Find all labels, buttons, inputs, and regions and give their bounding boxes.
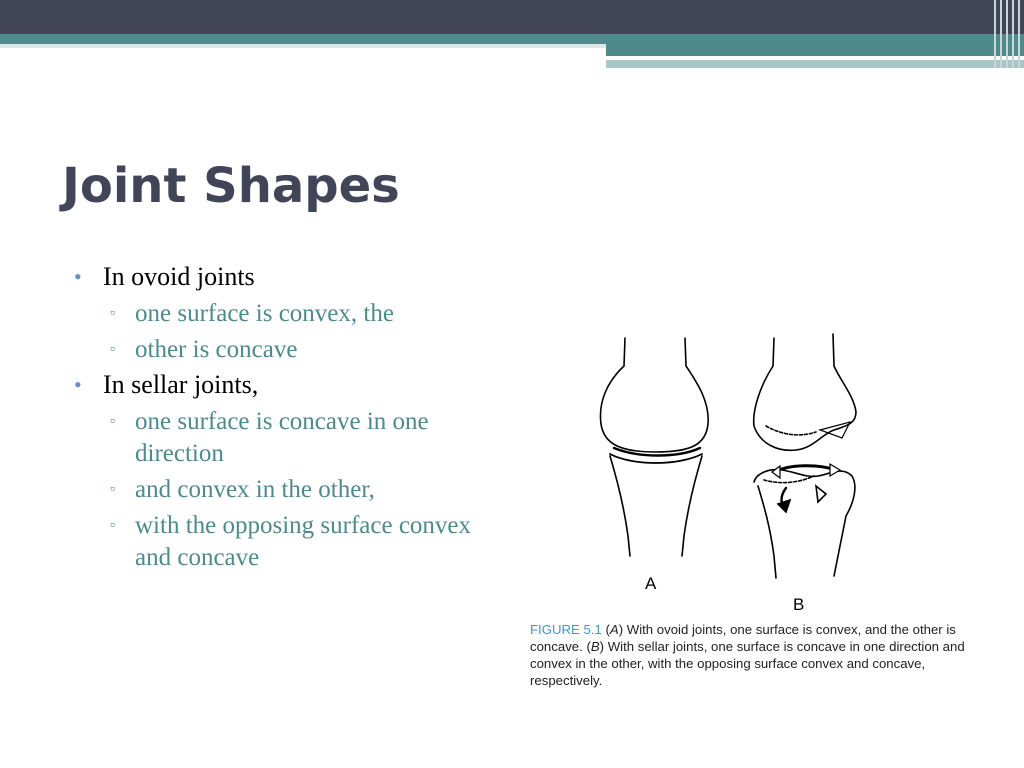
caption-open-paren: (	[605, 622, 610, 637]
square-bullet-icon: ▫	[110, 342, 115, 357]
header-accent-right-gap	[606, 57, 948, 59]
figure-number: FIGURE 5.1	[530, 622, 602, 637]
bullet-dot-icon: •	[74, 264, 82, 289]
sub-bullet-text: one surface is convex, the	[135, 300, 394, 327]
caption-label-a: A	[609, 622, 619, 637]
sub-bullet-item	[74, 406, 504, 470]
bullet-item	[74, 368, 504, 402]
bullet-item	[74, 260, 504, 294]
sub-bullet-text: with the opposing surface convex and concave	[135, 512, 472, 571]
figure-label-a: A	[645, 574, 657, 593]
sellar-joint-illustration	[754, 334, 856, 578]
sub-bullet-item	[74, 334, 504, 366]
figure-caption	[530, 621, 966, 689]
slide-title: Joint Shapes	[62, 158, 400, 214]
header-accent-thin	[0, 44, 606, 48]
sub-bullet-text: one surface is concave in one direction	[135, 408, 429, 467]
square-bullet-icon: ▫	[110, 482, 115, 497]
bullet-text: In ovoid joints	[103, 262, 255, 291]
header-accent-right	[606, 44, 1024, 56]
joint-shapes-figure	[528, 326, 968, 626]
square-bullet-icon: ▫	[110, 306, 115, 321]
bullet-dot-icon: •	[74, 372, 82, 397]
sub-bullet-text: and convex in the other,	[135, 476, 375, 503]
header-bar	[0, 0, 1024, 34]
sub-bullet-item	[74, 298, 504, 330]
bullet-list	[74, 258, 504, 574]
caption-text-1: ) With ovoid joints, one surface is convex, and the other is concave. (	[530, 622, 956, 654]
sub-bullet-text: other is concave	[135, 336, 298, 363]
ovoid-joint-illustration	[600, 338, 708, 556]
header-vertical-stripes	[990, 0, 1024, 68]
square-bullet-icon: ▫	[110, 414, 115, 429]
header-accent-band	[0, 34, 1024, 44]
bullet-text: In sellar joints,	[103, 370, 259, 399]
sub-bullet-item	[74, 510, 504, 574]
square-bullet-icon: ▫	[110, 518, 115, 533]
caption-text-2: ) With sellar joints, one surface is concave in one direction and convex in the other, with the opposing surface convex and concave, respectively.	[530, 639, 965, 688]
sub-bullet-item	[74, 474, 504, 506]
figure-label-b: B	[793, 595, 805, 614]
caption-label-b: B	[590, 639, 600, 654]
header-accent-right-light	[606, 60, 1024, 68]
